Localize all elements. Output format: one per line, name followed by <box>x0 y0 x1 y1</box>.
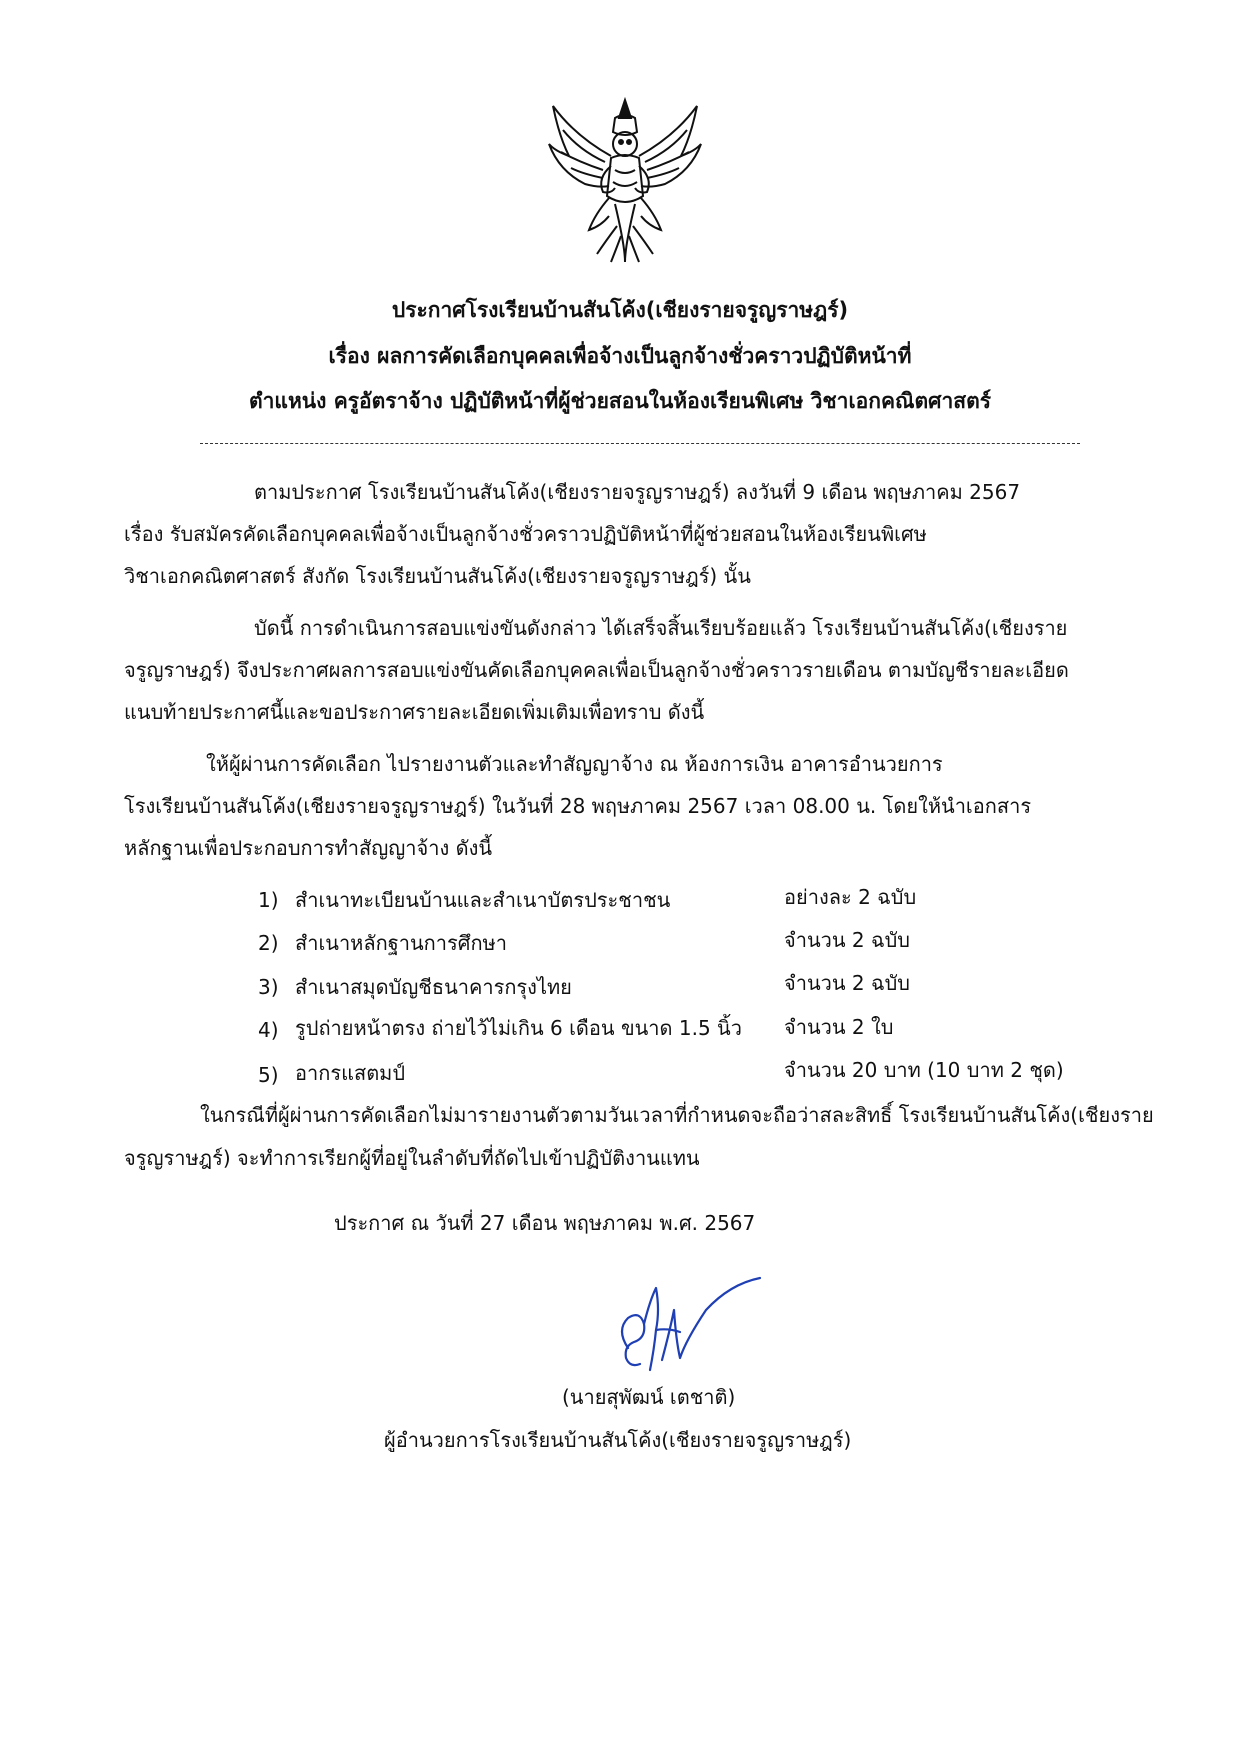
list-item-quantity: จำนวน 20 บาท (10 บาท 2 ชุด) <box>784 1058 1064 1082</box>
paragraph-1-line-1: ตามประกาศ โรงเรียนบ้านสันโค้ง(เชียงรายจรูญราษฎร์) ลงวันที่ 9 เดือน พฤษภาคม 2567 <box>254 480 1021 504</box>
document-title-line-2: เรื่อง ผลการคัดเลือกบุคคลเพื่อจ้างเป็นลูกจ้างชั่วคราวปฏิบัติหน้าที่ <box>328 344 912 368</box>
list-item-quantity: อย่างละ 2 ฉบับ <box>784 885 917 909</box>
paragraph-3-line-1: ให้ผู้ผ่านการคัดเลือก ไปรายงานตัวและทำสัญญาจ้าง ณ ห้องการเงิน อาคารอำนวยการ <box>206 752 943 776</box>
list-item-description: สำเนาทะเบียนบ้านและสำเนาบัตรประชาชน <box>295 888 671 912</box>
list-item-number: 1) <box>258 888 279 912</box>
signatory-position: ผู้อำนวยการโรงเรียนบ้านสันโค้ง(เชียงรายจรูญราษฎร์) <box>384 1428 852 1452</box>
paragraph-2-line-3: แนบท้ายประกาศนี้และขอประกาศรายละเอียดเพิ่มเติมเพื่อทราบ ดังนี้ <box>124 700 705 724</box>
list-item-quantity: จำนวน 2 ฉบับ <box>784 971 910 995</box>
list-item-number: 5) <box>258 1063 279 1087</box>
paragraph-4-line-2: จรูญราษฎร์) จะทำการเรียกผู้ที่อยู่ในลำดับที่ถัดไปเข้าปฏิบัติงานแทน <box>124 1146 700 1170</box>
list-item-description: สำเนาสมุดบัญชีธนาคารกรุงไทย <box>295 975 572 999</box>
document-title-line-1: ประกาศโรงเรียนบ้านสันโค้ง(เชียงรายจรูญราษฎร์) <box>391 298 849 322</box>
list-item-number: 3) <box>258 975 279 999</box>
document-title-line-3: ตำแหน่ง ครูอัตราจ้าง ปฏิบัติหน้าที่ผู้ช่วยสอนในห้องเรียนพิเศษ วิชาเอกคณิตศาสตร์ <box>248 389 991 413</box>
paragraph-1-line-3: วิชาเอกคณิตศาสตร์ สังกัด โรงเรียนบ้านสันโค้ง(เชียงรายจรูญราษฎร์) นั้น <box>124 564 751 588</box>
garuda-emblem-icon <box>545 96 705 266</box>
paragraph-2-line-2: จรูญราษฎร์) จึงประกาศผลการสอบแข่งขันคัดเลือกบุคคลเพื่อเป็นลูกจ้างชั่วคราวรายเดือน ตามบัญชีรายละเอียด <box>124 658 1069 682</box>
heading-divider <box>200 443 1080 444</box>
paragraph-1-line-2: เรื่อง รับสมัครคัดเลือกบุคคลเพื่อจ้างเป็นลูกจ้างชั่วคราวปฏิบัติหน้าที่ผู้ช่วยสอนในห้องเรียนพิเศษ <box>124 522 927 546</box>
paragraph-3-line-3: หลักฐานเพื่อประกอบการทำสัญญาจ้าง ดังนี้ <box>124 836 493 860</box>
list-item-quantity: จำนวน 2 ใบ <box>784 1015 894 1039</box>
list-item-quantity: จำนวน 2 ฉบับ <box>784 928 910 952</box>
signature-icon <box>610 1270 770 1380</box>
paragraph-3-line-2: โรงเรียนบ้านสันโค้ง(เชียงรายจรูญราษฎร์) ในวันที่ 28 พฤษภาคม 2567 เวลา 08.00 น. โดยให้นำเอกสาร <box>124 794 1032 818</box>
list-item-number: 4) <box>258 1018 279 1042</box>
signatory-name: (นายสุพัฒน์ เตชาติ) <box>562 1385 736 1409</box>
list-item-description: อากรแสตมป์ <box>295 1061 406 1085</box>
announcement-date: ประกาศ ณ วันที่ 27 เดือน พฤษภาคม พ.ศ. 2567 <box>334 1211 756 1235</box>
list-item-description: รูปถ่ายหน้าตรง ถ่ายไว้ไม่เกิน 6 เดือน ขนาด 1.5 นิ้ว <box>295 1016 742 1040</box>
paragraph-4-line-1: ในกรณีที่ผู้ผ่านการคัดเลือกไม่มารายงานตัวตามวันเวลาที่กำหนดจะถือว่าสละสิทธิ์ โรงเรียนบ้านสันโค้ง(เชียงราย <box>200 1103 1154 1127</box>
paragraph-2-line-1: บัดนี้ การดำเนินการสอบแข่งขันดังกล่าว ได้เสร็จสิ้นเรียบร้อยแล้ว โรงเรียนบ้านสันโค้ง(เชียงราย <box>254 616 1068 640</box>
list-item-description: สำเนาหลักฐานการศึกษา <box>295 931 507 955</box>
list-item-number: 2) <box>258 931 279 955</box>
